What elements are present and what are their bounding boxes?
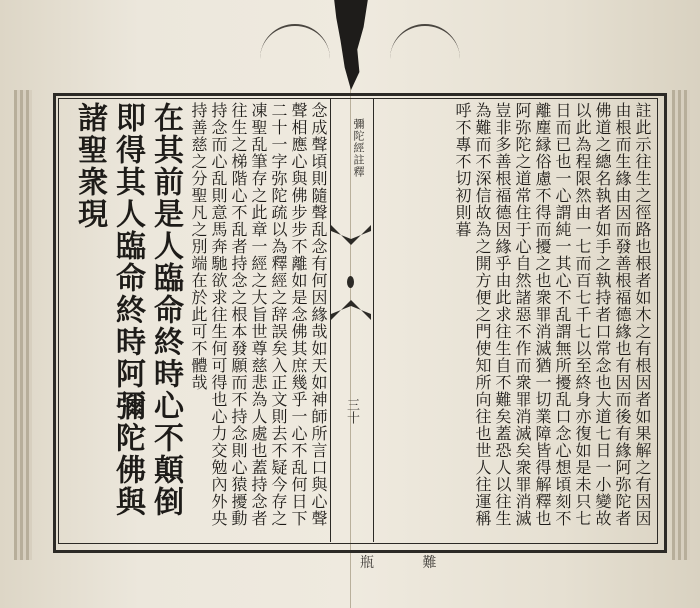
bottom-mark: 瓶 難 <box>360 555 459 571</box>
commentary-right: 註此示往生之徑路也根者如木之有根因者如果解之有因因由根而生緣由因而發善根福德緣也有因而後有緣阿弥陀者佛道之總名執者如手之執持者口常念也大道七日一小變故以此為程限然由一七而百七千七以至終身亦復如是未只七日而已也一心謂純一其心不乱謂無所擾乱口念心想頃刻不離塵縁俗慮不得而擾之也衆罪消滅猶一切業障皆得解釋也阿弥陀之道常住于心自然諸惡不作而衆罪消滅矣衆罪消滅豈非多善根福德因緣乎由此求往生自不難矣蓋恐人以往生為難而不深信故為之開方便之門使知所向往也世人往運稱呼不專不切初則暮 <box>453 102 652 527</box>
fish-tail-center <box>347 276 354 288</box>
corner-ornament-left <box>260 24 330 66</box>
page-number: 三十 <box>344 398 359 424</box>
main-scripture-text: 在其前是人臨命終時心不顛倒即得其人臨命終時阿彌陀佛與諸聖衆現 <box>72 102 183 518</box>
book-title: 彌陀經註釋 <box>352 118 365 178</box>
commentary-left: 念成聲頃則隨聲乱念有何因緣哉如天如神師所言口與心聲聲相應心與佛步步不離如是念佛其庶幾乎一心不乱何日下二十一字弥陀疏以為釋經之辞誤矣入正文則去不疑今存之凍聖乱筆存之此章一經之大旨世尊慈悲為人處也蓋持念者往生之梯階心不乱者持念之根本發願而不持念則心猿擾動持念而心乱則意馬奔馳欲求往生何可得也心力交勉內外央持善慈之分聖凡之別端在於此可不體哉 <box>189 102 328 527</box>
page-edge-right <box>672 90 690 560</box>
page-edge-left <box>14 90 32 560</box>
corner-ornament-right <box>390 24 460 66</box>
torn-area <box>330 0 372 90</box>
